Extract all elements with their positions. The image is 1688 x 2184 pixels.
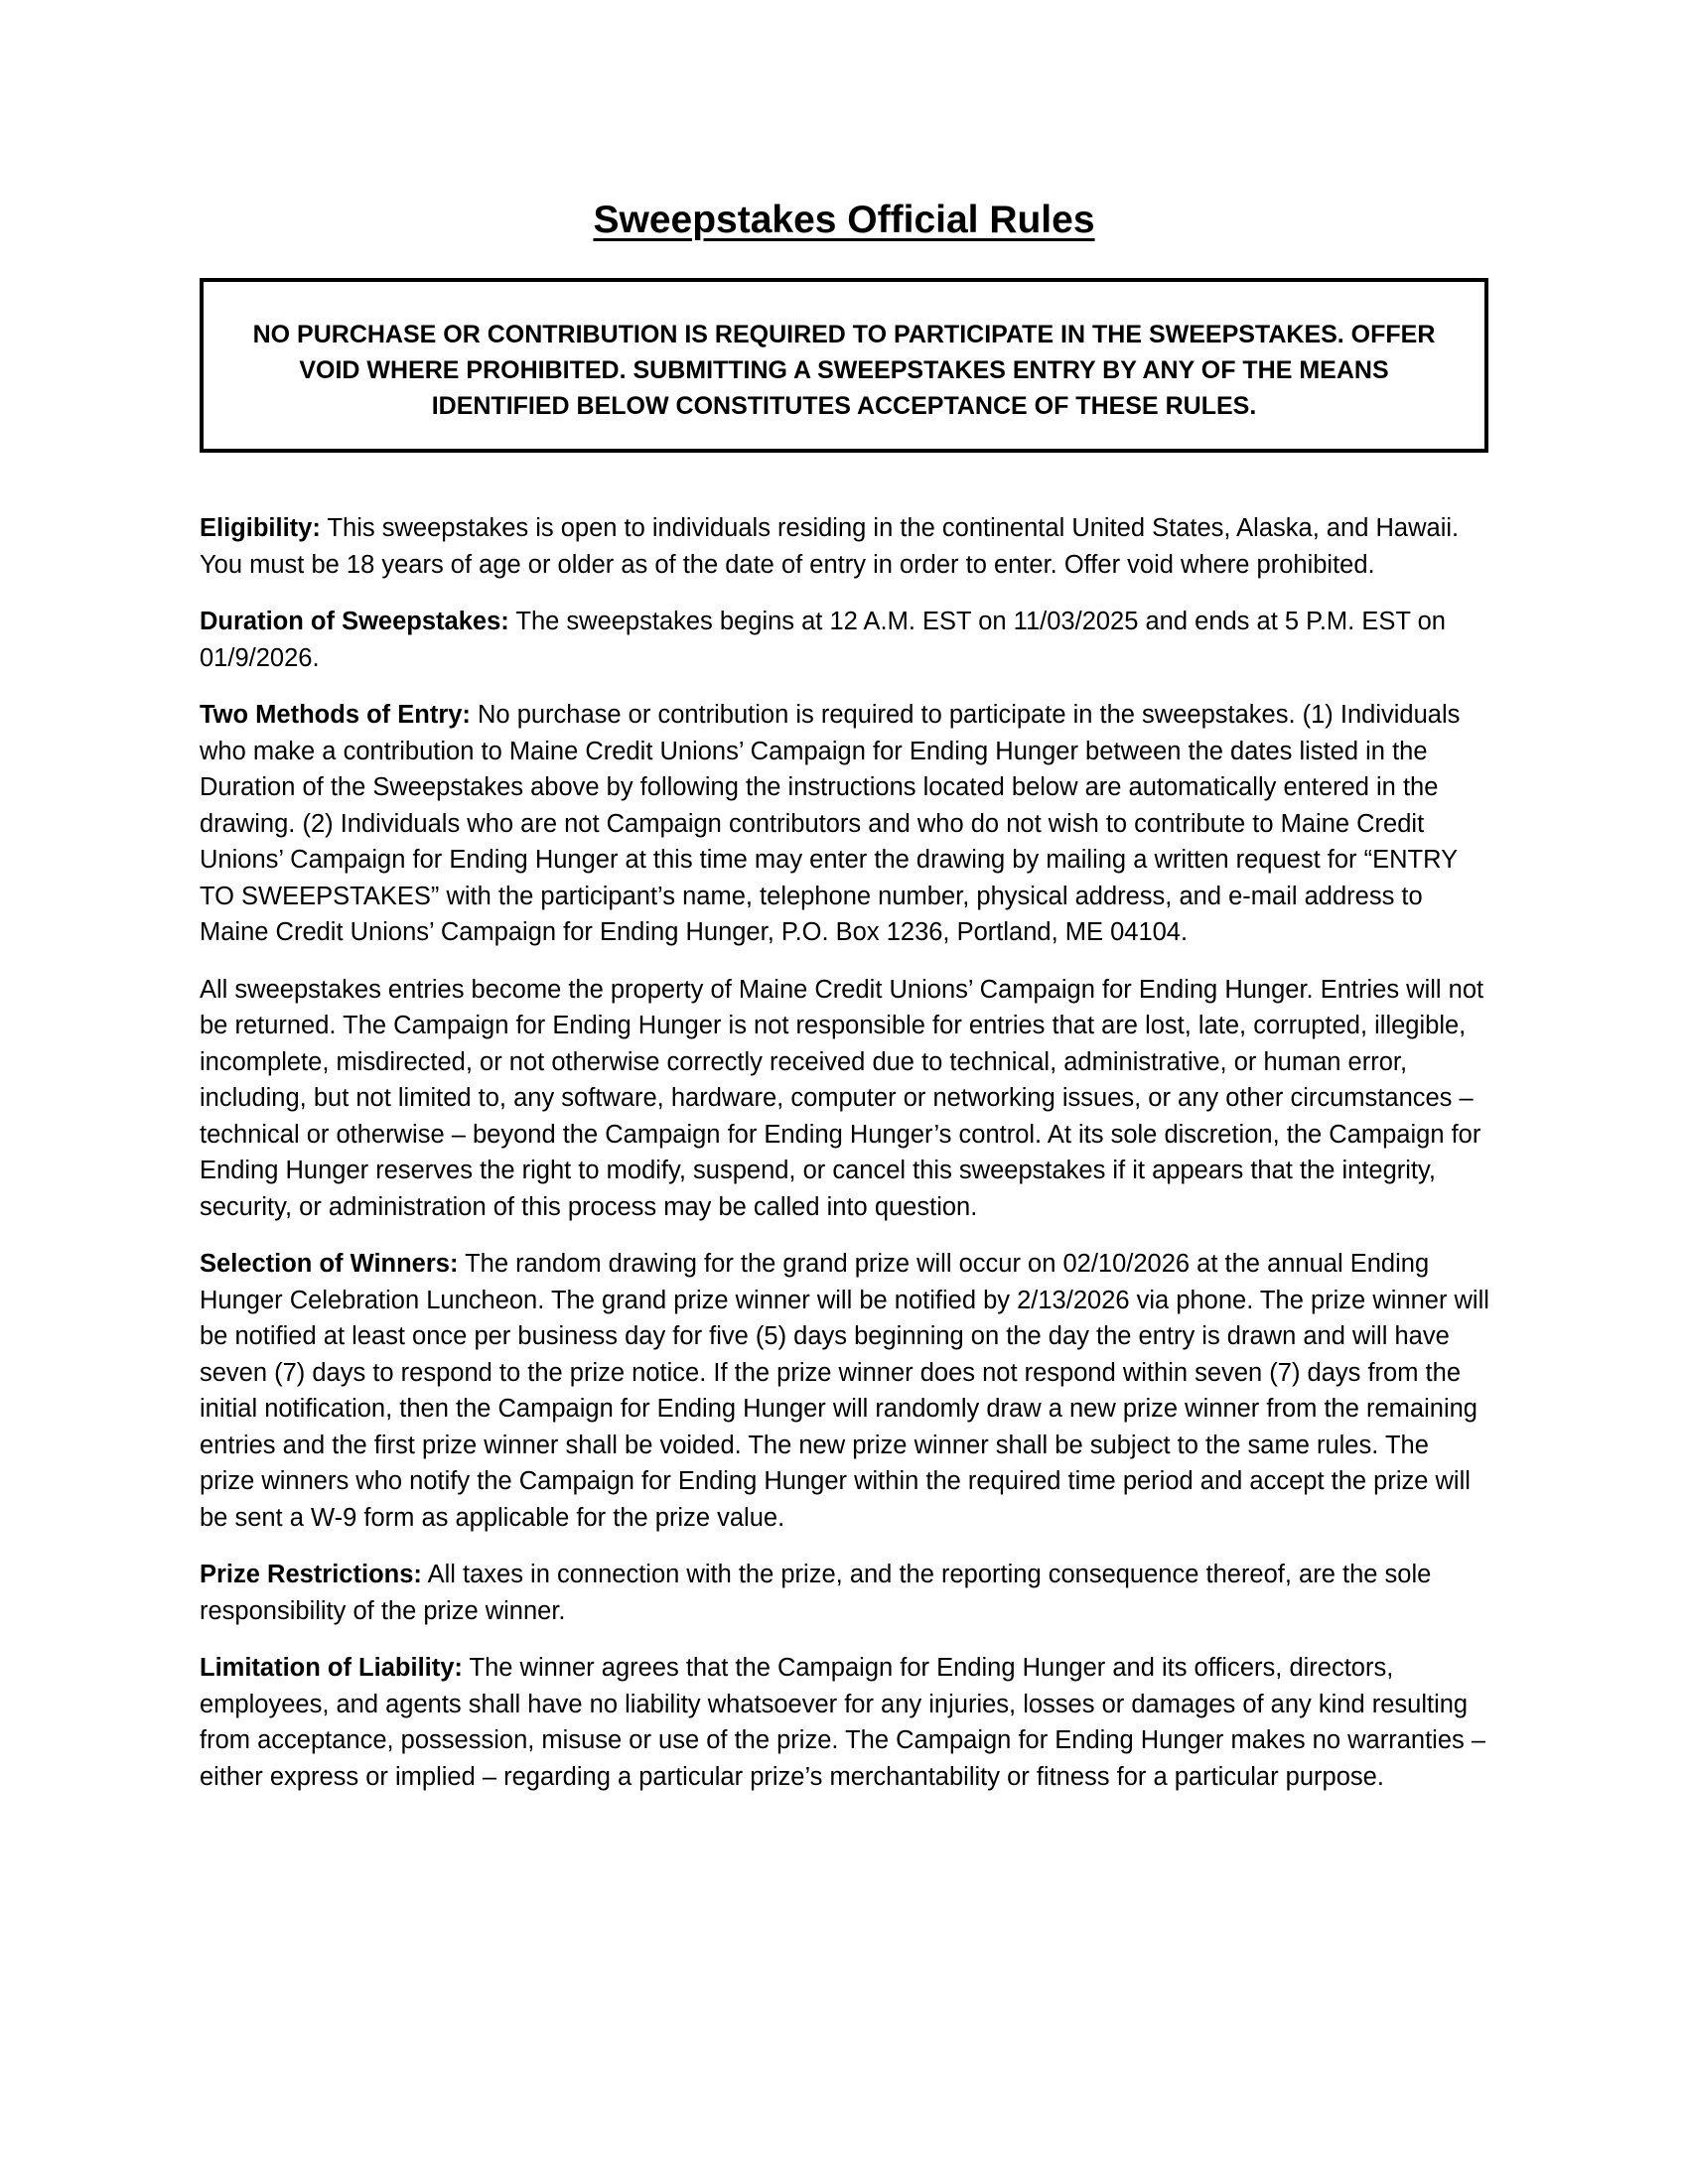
selection-text: The random drawing for the grand prize will occur on 02/10/2026 at the annual Ending Hunger Celebration Luncheon. The grand prize winner will be notified by 2/13/2026 via phone. The prize winner will be notified at least once per business day for five (5) days beginning on the day the entry is drawn and will have seven (7) days to respond to the prize notice. If the prize winner does not respond within seven (7) days from the initial notification, then the Campaign for Ending Hunger will randomly draw a new prize winner from the remaining entries and the first prize winner shall be voided. The new prize winner shall be subject to the same rules. The prize winners who notify the Campaign for Ending Hunger within the required time period and accept the prize will be sent a W-9 form as applicable for the prize value. xyxy=(200,1250,1489,1532)
eligibility-section xyxy=(200,510,1490,583)
selection-section xyxy=(200,1246,1490,1536)
liability-section xyxy=(200,1650,1490,1795)
restrictions-text: All taxes in connection with the prize, and the reporting consequence thereof, are the sole responsibility of the prize winner. xyxy=(200,1561,1432,1625)
restrictions-section xyxy=(200,1557,1490,1629)
liability-text: The winner agrees that the Campaign for Ending Hunger and its officers, directors, employees, and agents shall have no liability whatsoever for any injuries, losses or damages of any kind resulting from acceptance, possession, misuse or use of the prize. The Campaign for Ending Hunger makes no warranties – either express or implied – regarding a particular prize’s merchantability or fitness for a particular purpose. xyxy=(200,1654,1486,1791)
page-title-text: Sweepstakes Official Rules xyxy=(593,199,1095,241)
eligibility-text: This sweepstakes is open to individuals residing in the continental United States, Alaska, and Hawaii. You must be 18 years of age or older as of the date of entry in order to enter. Offer void where prohibited. xyxy=(200,514,1460,579)
rules-body xyxy=(200,510,1490,1816)
entry-methods-text: No purchase or contribution is required to participate in the sweepstakes. (1) Individuals who make a contribution to Maine Credit Unions’ Campaign for Ending Hunger between the dates listed in the Duration of the Sweepstakes above by following the instructions located below are automatically entered in the drawing. (2) Individuals who are not Campaign contributors and who do not wish to contribute to Maine Credit Unions’ Campaign for Ending Hunger at this time may enter the drawing by mailing a written request for “ENTRY TO SWEEPSTAKES” with the participant’s name, telephone number, physical address, and e-mail address to Maine Credit Unions’ Campaign for Ending Hunger, P.O. Box 1236, Portland, ME 04104. xyxy=(200,701,1461,946)
duration-text: The sweepstakes begins at 12 A.M. EST on 11/03/2025 and ends at 5 P.M. EST on 01/9/2026. xyxy=(200,608,1446,672)
duration-label: Duration of Sweepstakes: xyxy=(200,608,509,635)
duration-section xyxy=(200,604,1490,676)
notice-box xyxy=(200,278,1488,453)
entry-methods-section xyxy=(200,697,1490,951)
liability-label: Limitation of Liability: xyxy=(200,1654,463,1682)
entries-property-section xyxy=(200,972,1490,1226)
page-title xyxy=(0,199,1688,242)
eligibility-label: Eligibility: xyxy=(200,514,321,542)
restrictions-label: Prize Restrictions: xyxy=(200,1561,422,1588)
notice-text: NO PURCHASE OR CONTRIBUTION IS REQUIRED TO PARTICIPATE IN THE SWEEPSTAKES. OFFER VOID WHERE PROHIBITED. SUBMITTING A SWEEPSTAKES ENTRY BY ANY OF THE MEANS IDENTIFIED BELOW CONSTITUTES ACCEPTANCE OF THESE RULES. xyxy=(252,321,1436,420)
entries-property-text: All sweepstakes entries become the property of Maine Credit Unions’ Campaign for Ending Hunger. Entries will not be returned. The Campaign for Ending Hunger is not responsible for entries that are lost, late, corrupted, illegible, incomplete, misdirected, or not otherwise correctly received due to technical, administrative, or human error, including, but not limited to, any software, hardware, computer or networking issues, or any other circumstances – technical or otherwise – beyond the Campaign for Ending Hunger’s control. At its sole discretion, the Campaign for Ending Hunger reserves the right to modify, suspend, or cancel this sweepstakes if it appears that the integrity, security, or administration of this process may be called into question. xyxy=(200,975,1484,1221)
entry-methods-label: Two Methods of Entry: xyxy=(200,701,471,729)
selection-label: Selection of Winners: xyxy=(200,1250,459,1278)
